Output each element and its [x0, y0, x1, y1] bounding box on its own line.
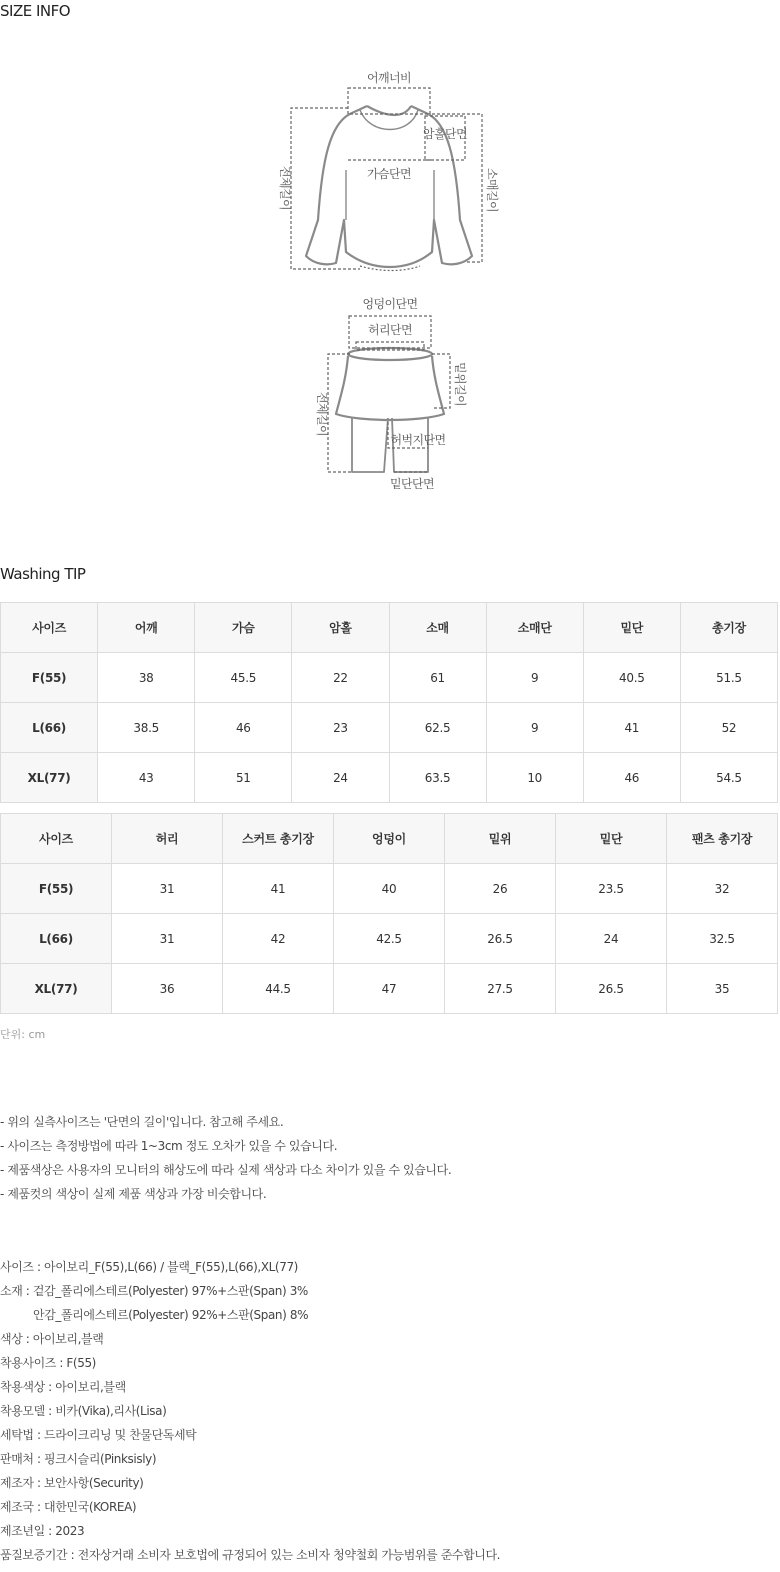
note-item: - 제품컷의 색상이 실제 제품 색상과 가장 비슷합니다.	[0, 1187, 267, 1201]
table-cell: 38	[98, 653, 195, 703]
bottom-garment-figure	[0, 290, 780, 500]
table-row	[1, 914, 778, 964]
header-cell: 암홀	[292, 603, 389, 653]
header-cell: 밑단	[583, 603, 680, 653]
header-cell: 소매단	[486, 603, 583, 653]
header-cell: 가슴	[195, 603, 292, 653]
spec-material-inner: 안감_폴리에스테르(Polyester) 92%+스판(Span) 8%	[33, 1308, 309, 1322]
hem-label: 밑단단면	[390, 477, 434, 491]
total-length-line	[291, 108, 360, 269]
spec-model: 착용모델 : 비카(Vika),리사(Lisa)	[0, 1404, 167, 1418]
header-cell: 어깨	[98, 603, 195, 653]
table-cell: 44.5	[223, 964, 334, 1014]
table-cell: 51	[195, 753, 292, 803]
table-cell: 47	[334, 964, 445, 1014]
spec-worn-size: 착용사이즈 : F(55)	[0, 1356, 96, 1370]
table-cell: 23	[292, 703, 389, 753]
note-item: - 제품색상은 사용자의 모니터의 해상도에 따라 실제 색상과 다소 차이가 있을 수 있습니다.	[0, 1163, 452, 1177]
table-header-row	[1, 603, 778, 653]
top-garment-figure	[0, 60, 780, 280]
table-cell: 46	[583, 753, 680, 803]
note-item: - 사이즈는 측정방법에 따라 1~3cm 정도 오차가 있을 수 있습니다.	[0, 1139, 338, 1153]
total-length-line	[328, 354, 352, 472]
table-row	[1, 864, 778, 914]
thigh-label: 허벅지단면	[390, 433, 446, 447]
table-cell: 42.5	[334, 914, 445, 964]
table-row	[1, 964, 778, 1014]
table-cell: 22	[292, 653, 389, 703]
size-cell: L(66)	[1, 703, 98, 753]
sleeve-length-label: 소매길이	[485, 168, 499, 212]
table-cell: 41	[223, 864, 334, 914]
total-length-label: 전체길이	[315, 392, 329, 436]
table-row	[1, 753, 778, 803]
header-cell: 총기장	[680, 603, 777, 653]
bottom-size-table	[0, 813, 778, 1014]
size-notes-list	[0, 1110, 451, 1206]
table-cell: 26.5	[445, 914, 556, 964]
table-cell: 54.5	[680, 753, 777, 803]
bottom-measurement-lines	[328, 316, 450, 472]
table-cell: 26.5	[556, 964, 667, 1014]
table-cell: 24	[292, 753, 389, 803]
table-cell: 31	[112, 914, 223, 964]
header-cell: 허리	[112, 814, 223, 864]
header-cell: 밑단	[556, 814, 667, 864]
spec-origin: 제조국 : 대한민국(KOREA)	[0, 1500, 137, 1514]
table-cell: 32	[667, 864, 778, 914]
table-cell: 40	[334, 864, 445, 914]
bottom-measurement-diagram	[0, 290, 780, 500]
chest-label: 가슴단면	[367, 167, 411, 181]
header-cell: 사이즈	[1, 603, 98, 653]
spec-washing: 세탁법 : 드라이크리닝 및 찬물단독세탁	[0, 1428, 197, 1442]
size-cell: L(66)	[1, 914, 112, 964]
table-cell: 43	[98, 753, 195, 803]
table-cell: 27.5	[445, 964, 556, 1014]
product-spec-list	[0, 1255, 500, 1567]
spec-year: 제조년일 : 2023	[0, 1524, 85, 1538]
spec-seller: 판매처 : 핑크시슬리(Pinksisly)	[0, 1452, 157, 1466]
header-cell: 소매	[389, 603, 486, 653]
table-cell: 42	[223, 914, 334, 964]
table-cell: 45.5	[195, 653, 292, 703]
size-cell: F(55)	[1, 864, 112, 914]
top-size-table	[0, 602, 778, 803]
table-cell: 10	[486, 753, 583, 803]
table-cell: 32.5	[667, 914, 778, 964]
hip-label: 엉덩이단면	[362, 297, 418, 311]
spec-size: 사이즈 : 아이보리_F(55),L(66) / 블랙_F(55),L(66),XL(77)	[0, 1260, 298, 1274]
total-length-label: 전체길이	[278, 166, 292, 210]
size-cell: XL(77)	[1, 964, 112, 1014]
header-cell: 밑위	[445, 814, 556, 864]
waist-label: 허리단면	[368, 323, 412, 337]
rise-label: 밑위길이	[453, 362, 467, 406]
table-cell: 51.5	[680, 653, 777, 703]
size-cell: XL(77)	[1, 753, 98, 803]
table-cell: 35	[667, 964, 778, 1014]
washing-tip-heading: Washing TIP	[0, 565, 86, 583]
unit-note: 단위: cm	[0, 1028, 46, 1041]
size-cell: F(55)	[1, 653, 98, 703]
header-cell: 엉덩이	[334, 814, 445, 864]
table-cell: 9	[486, 703, 583, 753]
header-cell: 스커트 총기장	[223, 814, 334, 864]
size-info-heading: SIZE INFO	[0, 2, 71, 20]
table-cell: 40.5	[583, 653, 680, 703]
table-header-row	[1, 814, 778, 864]
table-cell: 52	[680, 703, 777, 753]
table-cell: 9	[486, 653, 583, 703]
bottom-garment-outline	[336, 348, 444, 472]
spec-color: 색상 : 아이보리,블랙	[0, 1332, 104, 1346]
table-cell: 63.5	[389, 753, 486, 803]
table-cell: 61	[389, 653, 486, 703]
table-cell: 41	[583, 703, 680, 753]
table-cell: 38.5	[98, 703, 195, 753]
table-cell: 26	[445, 864, 556, 914]
table-cell: 46	[195, 703, 292, 753]
table-cell: 23.5	[556, 864, 667, 914]
table-cell: 24	[556, 914, 667, 964]
armhole-label: 암홀단면	[423, 127, 467, 141]
spec-material-outer: 소재 : 겉감_폴리에스테르(Polyester) 97%+스판(Span) 3%	[0, 1284, 308, 1298]
table-cell: 36	[112, 964, 223, 1014]
spec-maker: 제조자 : 보안사항(Security)	[0, 1476, 144, 1490]
table-row	[1, 653, 778, 703]
table-cell: 31	[112, 864, 223, 914]
table-row	[1, 703, 778, 753]
top-measurement-diagram	[0, 60, 780, 280]
table-cell: 62.5	[389, 703, 486, 753]
spec-worn-color: 착용색상 : 아이보리,블랙	[0, 1380, 126, 1394]
header-cell: 사이즈	[1, 814, 112, 864]
header-cell: 팬츠 총기장	[667, 814, 778, 864]
note-item: - 위의 실측사이즈는 '단면의 길이'입니다. 참고해 주세요.	[0, 1115, 284, 1129]
spec-warranty: 품질보증기간 : 전자상거래 소비자 보호법에 규정되어 있는 소비자 청약철회 가능범위를 준수합니다.	[0, 1548, 501, 1562]
shoulder-label: 어깨너비	[367, 71, 411, 85]
